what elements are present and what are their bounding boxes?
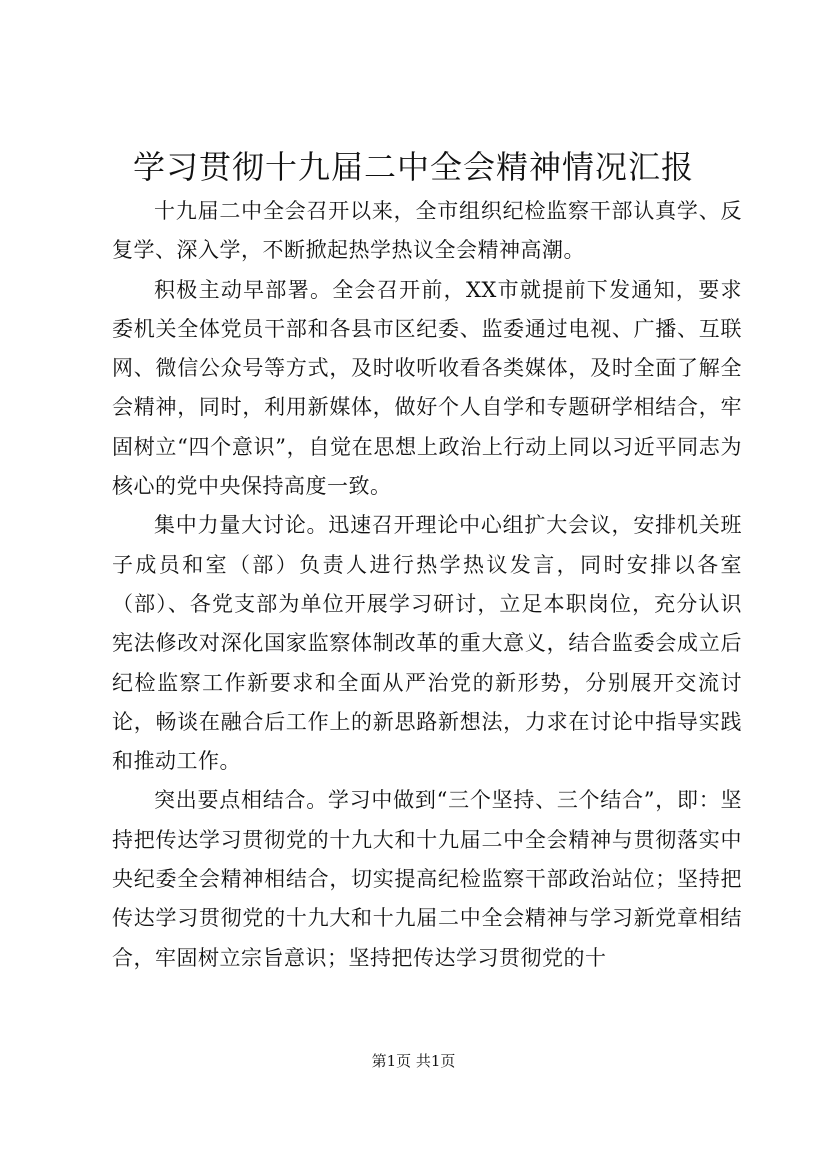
document-body <box>112 192 742 978</box>
paragraph: 集中力量大讨论。迅速召开理论中心组扩大会议，安排机关班子成员和室（部）负责人进行热学热议发言，同时安排以各室（部）、各党支部为单位开展学习研讨，立足本职岗位，充分认识宪法修改对深化国家监察体制改革的重大意义，结合监委会成立后纪检监察工作新要求和全面从严治党的新形势，分别展开交流讨论，畅谈在融合后工作上的新思路新想法，力求在讨论中指导实践和推动工作。 <box>112 513 742 774</box>
paragraph: 积极主动早部署。全会召开前，XX市就提前下发通知，要求委机关全体党员干部和各县市区纪委、监委通过电视、广播、互联网、微信公众号等方式，及时收听收看各类媒体，及时全面了解全会精神，同时，利用新媒体，做好个人自学和专题研学相结合，牢固树立“四个意识”，自觉在思想上政治上行动上同以习近平同志为核心的党中央保持高度一致。 <box>112 277 742 499</box>
document-title: 学习贯彻十九届二中全会精神情况汇报 <box>132 148 694 186</box>
page-footer: 第1页 共1页 <box>371 1052 456 1070</box>
paragraph: 十九届二中全会召开以来，全市组织纪检监察干部认真学、反复学、深入学，不断掀起热学热议全会精神高潮。 <box>112 199 742 263</box>
paragraph: 突出要点相结合。学习中做到“三个坚持、三个结合”，即：坚持把传达学习贯彻党的十九大和十九届二中全会精神与贯彻落实中央纪委全会精神相结合，切实提高纪检监察干部政治站位；坚持把传达学习贯彻党的十九大和十九届二中全会精神与学习新党章相结合，牢固树立宗旨意识；坚持把传达学习贯彻党的十 <box>112 788 742 970</box>
